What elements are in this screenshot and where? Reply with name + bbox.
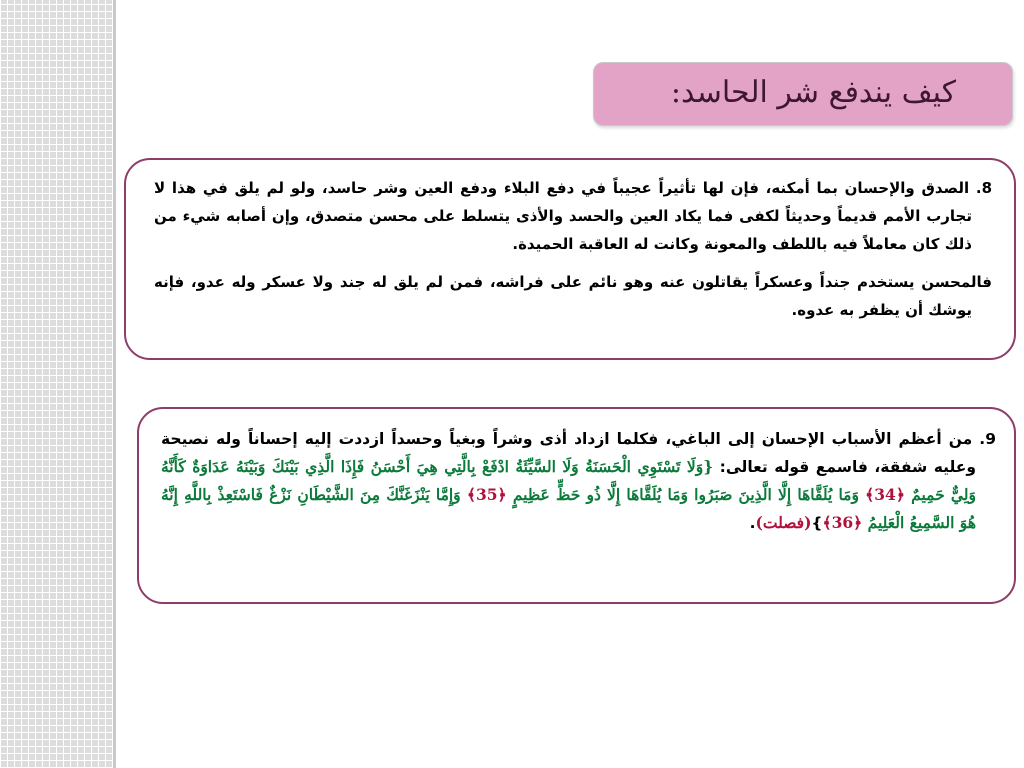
ayah-number-36: ﴿36﴾	[822, 513, 863, 532]
ayah-number-35: ﴿35﴾	[466, 485, 507, 504]
decorative-grid-band	[0, 0, 113, 768]
band-divider	[113, 0, 116, 768]
title-box	[593, 62, 1013, 126]
paragraph-point-8-continuation: فالمحسن يستخدم جنداً وعسكراً يقاتلون عنه وهو نائم على فراشه، فمن لم يلق له جند ولا عسكر وله عدو، فإنه يوشك أن يظفر به عدوه.	[154, 273, 992, 319]
quote-open-brace: {	[703, 457, 714, 476]
text-card-point-9	[137, 407, 1016, 604]
surah-citation: (فصلت)	[755, 513, 812, 532]
paragraph-point-8: 8. الصدق والإحسان بما أمكنه، فإن لها تأثيراً عجيباً في دفع البلاء ودفع العين وشر حاسد، ولو لم يلق في هذا لا تجارب الأمم قديماً وحديثاً لكفى فما يكاد العين والحسد والأذى يتسلط على محسن متصدق، وإن أصابه شيء من ذلك كان معاملاً فيه باللطف والمعونة وكانت له العاقبة الحميدة.	[154, 179, 992, 253]
quran-quote-part-3: وَإِمَّا يَنْزَغَنَّكَ مِنَ الشَّيْطَانِ نَزْغٌ فَاسْتَعِذْ بِاللَّهِ إِنَّهُ هُوَ السَّمِيعُ الْعَلِيمُ	[161, 485, 976, 532]
paragraph-end-mark: .	[749, 514, 756, 532]
quran-quote-part-1: وَلَا تَسْتَوِي الْحَسَنَةُ وَلَا السَّيِّئَةُ ادْفَعْ بِالَّتِي هِيَ أَحْسَنُ فَإِذَا الَّذِي بَيْنَكَ وَبَيْنَهُ عَدَاوَةٌ كَأَنَّهُ وَلِيٌّ حَمِيمٌ	[161, 457, 976, 504]
quote-close-brace: }	[811, 514, 823, 532]
text-card-point-8	[124, 158, 1016, 360]
paragraph-point-9-intro: 9. من أعظم الأسباب الإحسان إلى الباغي، فكلما ازداد أذى وشراً وبغياً وحسداً ازددت إليه إحساناً وله نصيحة وعليه شفقة، فاسمع قوله تعالى:	[161, 430, 996, 476]
paragraph-point-9	[161, 425, 996, 537]
slide-title: كيف يندفع شر الحاسد:	[670, 75, 956, 110]
quran-quote-part-2: وَمَا يُلَقَّاهَا إِلَّا الَّذِينَ صَبَرُوا وَمَا يُلَقَّاهَا إِلَّا ذُو حَظٍّ عَظِيمٍ	[512, 485, 866, 504]
ayah-number-34: ﴿34﴾	[865, 485, 905, 504]
